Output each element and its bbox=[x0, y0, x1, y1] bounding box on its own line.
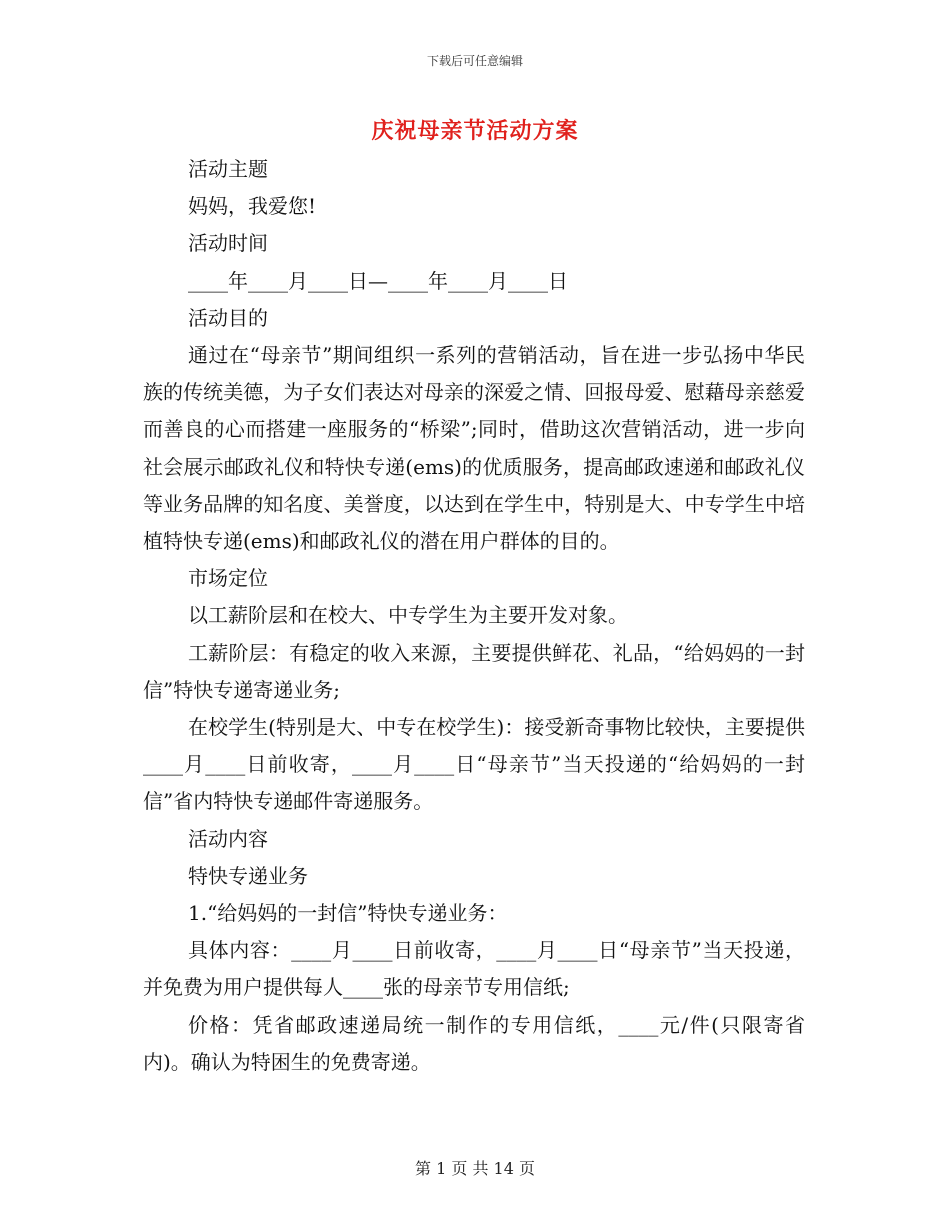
paragraph-theme-text: 妈妈，我爱您! bbox=[188, 194, 317, 219]
paragraph-market-text: 以工薪阶层和在校大、中专学生为主要开发对象。 bbox=[188, 603, 628, 628]
paragraph-service-details: 具体内容：____月____日前收寄，____月____日“母亲节”当天投递，并免费为用户提供每人____张的母亲节专用信纸; bbox=[143, 938, 805, 1000]
heading-activity-content: 活动内容 bbox=[188, 826, 268, 851]
paragraph-purpose-text: 通过在“母亲节”期间组织一系列的营销活动，旨在进一步弘扬中华民族的传统美德，为子女们表达对母亲的深爱之情、回报母爱、慰藉母亲慈爱而善良的心而搭建一座服务的“桥梁”;同时，借助这次营销活动，进一步向社会展示邮政礼仪和特快专递(ems)的优质服务，提高邮政速递和邮政礼仪等业务品牌的知名度、美誉度，以达到在学生中，特别是大、中专学生中培植特快专递(ems)和邮政礼仪的潜在用户群体的目的。 bbox=[143, 343, 805, 554]
heading-market-positioning: 市场定位 bbox=[188, 566, 268, 591]
paragraph-time-text: ____年____月____日—____年____月____日 bbox=[188, 268, 568, 293]
heading-activity-theme: 活动主题 bbox=[188, 157, 268, 181]
heading-activity-time: 活动时间 bbox=[188, 231, 268, 256]
document-body bbox=[143, 151, 805, 1081]
page-header-note: 下载后可任意编辑 bbox=[426, 54, 523, 68]
page-footer-number: 第 1 页 共 14 页 bbox=[415, 1159, 535, 1178]
heading-activity-purpose: 活动目的 bbox=[188, 305, 268, 330]
paragraph-students: 在校学生(特别是大、中专在校学生)：接受新奇事物比较快，主要提供____月____日前收寄，____月____日“母亲节”当天投递的“给妈妈的一封信”省内特快专递邮件寄递服务。 bbox=[143, 715, 805, 814]
document-title: 庆祝母亲节活动方案 bbox=[371, 118, 579, 144]
heading-express-service: 特快专递业务 bbox=[188, 863, 308, 888]
paragraph-price: 价格：凭省邮政速递局统一制作的专用信纸，____元/件(只限寄省内)。确认为特困生的免费寄递。 bbox=[143, 1012, 805, 1074]
list-item-letter-service: 1.“给妈妈的一封信”特快专递业务： bbox=[188, 901, 508, 926]
paragraph-working-class: 工薪阶层：有稳定的收入来源，主要提供鲜花、礼品，“给妈妈的一封信”特快专递寄递业务; bbox=[143, 640, 805, 702]
